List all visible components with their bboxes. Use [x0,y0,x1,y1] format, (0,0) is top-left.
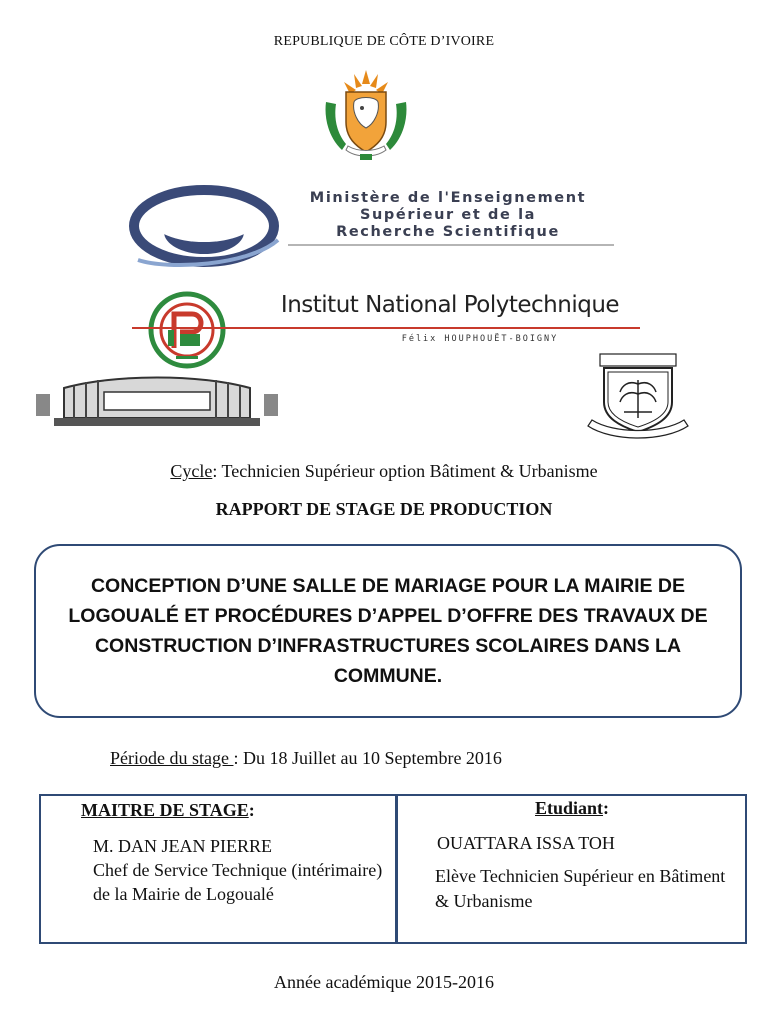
report-type-heading: RAPPORT DE STAGE DE PRODUCTION [215,499,553,519]
cycle-line [0,461,768,482]
estp-building-logo-icon [34,372,280,432]
institute-name: Institut National Polytechnique [280,292,620,318]
supervisor-details: M. DAN JEAN PIERRE Chef de Service Technique (intérimaire) de la Mairie de Logoualé [93,836,383,904]
period-label: Période du stage [110,748,234,768]
republic-heading: REPUBLIQUE DE CÔTE D’IVOIRE [273,34,495,49]
coat-of-arms-icon [316,62,416,164]
cycle-text: : Technicien Supérieur option Bâtiment & Urbanisme [212,461,598,481]
inp-logo-icon [146,290,228,370]
student-details: Elève Technicien Supérieur en Bâtiment & Urbanisme [435,866,726,911]
supervisor-heading [81,800,255,821]
cycle-label: Cycle [170,461,213,481]
ministry-underline [288,244,614,246]
ministry-line-1: Ministère de l'Enseignement [309,190,587,206]
institute-subtitle: Félix HOUPHOUËT-BOIGNY [401,334,559,344]
academic-year: Année académique 2015-2016 [274,972,494,992]
internship-period [110,748,502,769]
info-table [39,794,747,944]
student-heading-label: Etudiant [535,798,604,818]
ministry-name [278,190,618,241]
period-text: : Du 18 Juillet au 10 Septembre 2016 [233,748,502,768]
ministry-line-2: Supérieur et de la [359,207,537,223]
table-divider [395,796,398,942]
supervisor-heading-label: MAITRE DE STAGE [81,800,249,820]
ministry-line-3: Recherche Scientifique [336,224,560,240]
student-heading [535,798,609,819]
supervisor-heading-colon: : [248,800,255,820]
student-heading-colon: : [603,798,610,818]
student-name: OUATTARA ISSA TOH [437,833,615,853]
title-box [34,544,742,718]
inp-red-line [132,327,640,329]
report-title: CONCEPTION D’UNE SALLE DE MARIAGE POUR LA MAIRIE DE LOGOUALÉ ET PROCÉDURES D’APPEL D’OFFRE DES TRAVAUX DE CONSTRUCTION D’INFRASTRUCTURES SCOLAIRES DANS LA COMMUNE. [68,575,708,687]
commune-logoualé-crest-icon [582,350,694,442]
